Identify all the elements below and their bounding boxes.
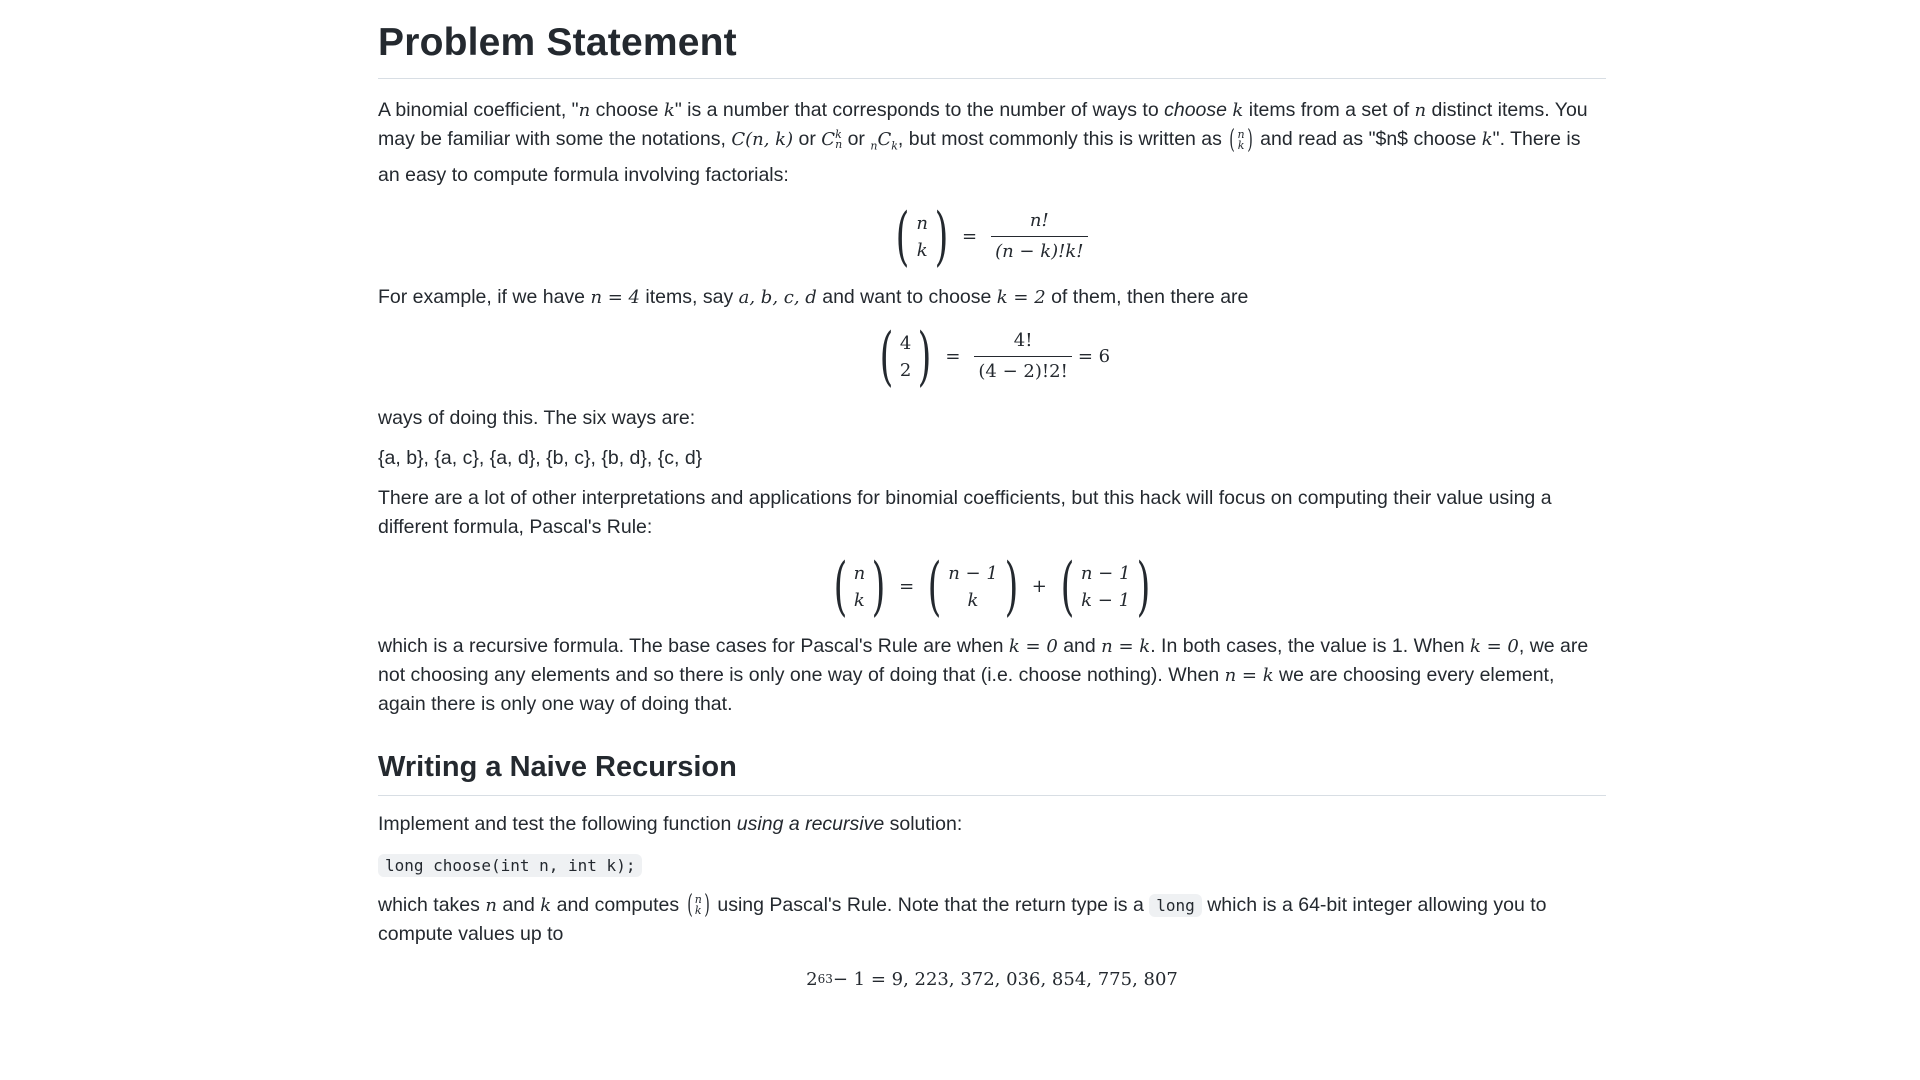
max-value-formula: 2 63 − 1 = 9, 223, 372, 036, 854, 775, 807	[806, 968, 1178, 990]
binomial-lhs: ( n k )	[833, 549, 886, 624]
base-cases-paragraph: which is a recursive formula. The base cases for Pascal's Rule are when k = 0 and n = k. In both cases, the value is 1. When k = 0, we are not choosing any elements and so there is only one way of doing that (i.e. choose nothing). When n = k we are choosing every element, again there is only one way of doing that.	[378, 634, 1589, 715]
binomial-term-2: ( n − 1 k − 1 )	[1060, 549, 1151, 624]
factorial-fraction: $\frac{n!}{(n - k)!k!}$	[991, 209, 1087, 264]
factorial-formula: ( n k ) = $\frac{n!}{(n - k)!k!}$	[378, 204, 1606, 270]
implement-paragraph: Implement and test the following function using a recursive solution:	[378, 812, 963, 835]
ways-text: ways of doing this. The six ways are:	[378, 406, 696, 429]
inline-binomial: ( n k )	[1229, 124, 1253, 155]
code-signature-line	[378, 851, 1606, 880]
example-formula: ( 4 2 ) = $\frac{4!}{(4 - 2)!2!}$ = 6	[378, 324, 1606, 390]
example-paragraph: For example, if we have n = 4 items, say a, b, c, d and want to choose k = 2 of them, then there are	[378, 285, 1249, 308]
pascal-rule-formula: ( n k ) = ( n − 1 k ) + ( n − 1 k − 1 )	[378, 554, 1606, 620]
intro-paragraph: A binomial coefficient, "n choose k" is a number that corresponds to the number of ways to choose k items from a set of n distinct items. You may be familiar with some the notations, C(n, k) or C k n or $_nC_k$, but most commonly this is written as ( n k ) and read as "$n$ choose k". There is an easy to compute formula involving factorials:	[378, 99, 1588, 186]
example-fraction: $\frac{4!}{(4 - 2)!2!}$	[974, 329, 1071, 384]
section-heading-naive-recursion: Writing a Naive Recursion	[378, 747, 1606, 796]
long-type: long	[1149, 894, 1202, 917]
takes-paragraph: which takes n and k and computes ( n k ) using Pascal's Rule. Note that the return type is a long which is a 64-bit integer allowing you to compute values up to	[378, 890, 1547, 945]
binomial-4-2: ( 4 2 )	[879, 319, 932, 394]
inline-binomial: ( n k )	[686, 890, 710, 921]
binomial-term-1: ( n − 1 k )	[927, 549, 1019, 624]
function-signature: long choose(int n, int k);	[378, 854, 642, 877]
pascal-intro: There are a lot of other interpretations and applications for binomial coefficients, but this hack will focus on computing their value using a different formula, Pascal's Rule:	[378, 486, 1552, 538]
page-title: Problem Statement	[378, 0, 1606, 79]
document-content	[378, 0, 1606, 994]
binomial-n-k: ( n k )	[896, 199, 949, 274]
ways-list: {a, b}, {a, c}, {a, d}, {b, c}, {b, d}, {c, d}	[378, 446, 703, 469]
